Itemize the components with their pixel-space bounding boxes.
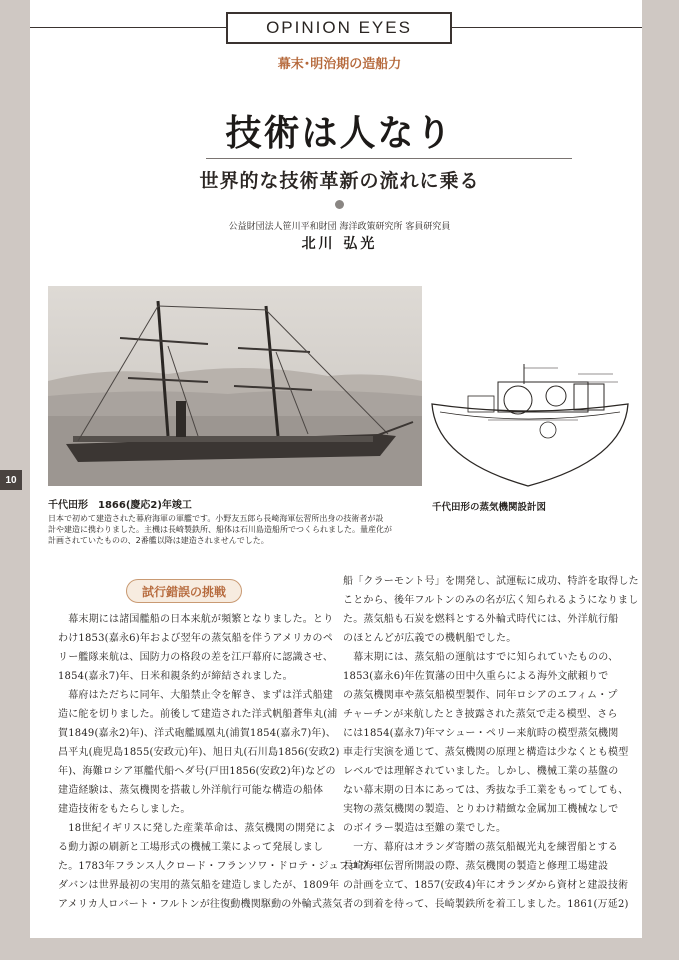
body-line: 長崎海軍伝習所開設の際、蒸気機関の製造と修理工場建設 [343, 861, 609, 872]
ship-photo [48, 286, 422, 486]
body-line: 昌平丸(鹿児島1855(安政元)年)、旭日丸(石川島1856(安政2) [58, 747, 340, 758]
series-label-box [226, 12, 452, 44]
divider-dot [335, 200, 344, 209]
body-line: 1854(嘉永7)年、日米和親条約が締結されました。 [58, 671, 293, 682]
body-line: レベルでは理解されていました。しかし、機械工業の基盤の [343, 766, 619, 777]
page-number: 10 [5, 474, 17, 486]
section-heading [126, 579, 242, 603]
ship-illustration [48, 286, 422, 486]
body-line: リー艦隊来航は、国防力の格段の差を江戸幕府に認識させ、 [58, 652, 334, 663]
body-line: わけ1853(嘉永6)年および翌年の蒸気船を伴うアメリカのペ [58, 633, 333, 644]
photo-caption-line: 日本で初めて建造された幕府海軍の軍艦です。小野友五郎ら長崎海軍伝習所出身の技術者が設 [48, 514, 384, 523]
body-line: る動力源の刷新と工場形式の機械工業によって発展しまし [58, 842, 324, 853]
series-label: OPINION EYES [266, 18, 412, 37]
body-line: 建造経験は、蒸気機関を搭載し外洋航行可能な構造の船体 [58, 785, 324, 796]
body-line: の蒸気機関車や蒸気船模型製作、同年ロシアのエフィム・プ [343, 690, 618, 701]
body-line: のボイラー製造は至難の業でした。 [343, 823, 507, 834]
body-line: ダバンは世界最初の実用的蒸気船を建造しましたが、1809年 [58, 880, 340, 891]
body-line: 造に舵を切りました。前後して建造された洋式帆船蒼隼丸(浦 [58, 709, 338, 720]
body-line: 18世紀イギリスに発した産業革命は、蒸気機関の開発によ [58, 823, 337, 834]
body-line: チャーチンが来航したとき披露された蒸気で走る模型、さら [343, 709, 618, 720]
section-heading-text: 試行錯誤の挑戦 [141, 584, 226, 599]
body-line: の計画を立て、1857(安政4)年にオランダから資材と建設技術 [343, 880, 629, 891]
photo-caption-title: 千代田形 1866(慶応2)年竣工 [48, 500, 192, 511]
body-line: 賀1849(嘉永2)年)、洋式砲艦鳳凰丸(浦賀1854(嘉永7)年)、 [58, 728, 336, 739]
body-line: 実物の蒸気機関の製造、とりわけ精緻な金属加工機械なしで [343, 804, 619, 815]
author-affiliation: 公益財団法人笹川平和財団 海洋政策研究所 客員研究員 [228, 222, 451, 232]
body-line: ない幕末期の日本にあっては、秀抜な手工業をもってしても、 [343, 785, 629, 796]
body-column-left [58, 610, 380, 914]
body-line: た。1783年フランス人クロード・フランソワ・ドロテ・ジュフロワ・ [58, 861, 380, 872]
body-line: 一方、幕府はオランダ寄贈の蒸気船観光丸を練習船とする [343, 842, 618, 853]
article-subtitle: 世界的な技術革新の流れに乗る [199, 170, 480, 192]
header-rule-right [452, 27, 642, 28]
body-line: 幕末期には諸国艦船の日本来航が頻繁となりました。とり [58, 614, 334, 625]
body-column-right [343, 572, 639, 914]
body-line: 建造技術をもたらしました。 [58, 804, 191, 815]
page-number-tab [0, 470, 22, 490]
body-line: 年)、海難ロシア軍艦代船ヘダ号(戸田1856(安政2)年)などの [58, 766, 336, 777]
engine-drawing [428, 360, 632, 490]
body-line: 幕府はただちに同年、大船禁止令を解き、まずは洋式船建 [58, 690, 333, 701]
kicker: 幕末･明治期の造船力 [277, 57, 402, 72]
body-line: 船「クラーモント号」を開発し、試運転に成功、特許を取得した [343, 576, 639, 587]
body-line: アメリカ人ロバート・フルトンが往復動機関駆動の外輪式蒸気 [58, 899, 343, 910]
body-line: ことから、後年フルトンのみの名が広く知られるようになりまし [343, 595, 639, 606]
body-line: た。蒸気船も石炭を燃料とする外輪式時代には、外洋航行船 [343, 614, 619, 625]
author-name: 北川 弘光 [301, 236, 378, 252]
body-line: 1853(嘉永6)年佐賀藩の田中久重らによる海外文献頼りで [343, 671, 609, 682]
engine-diagram [428, 360, 632, 490]
body-line: 車走行実演を通じて、蒸気機関の原理と構造は少なくとも模型 [343, 747, 629, 758]
article-title: 技術は人なり [225, 112, 454, 154]
body-line: 者の到着を待って、長崎製鉄所を着工しました。1861(万延2) [343, 899, 629, 910]
body-line: 幕末期には、蒸気船の運航はすでに知られていたものの、 [343, 652, 619, 663]
header-rule-left [30, 27, 226, 28]
body-line: には1854(嘉永7)年マシュー・ペリー来航時の模型蒸気機関 [343, 728, 619, 739]
diagram-caption: 千代田形の蒸気機関設計図 [432, 502, 547, 513]
body-line: のほとんどが広義での機帆船でした。 [343, 633, 517, 644]
title-rule [206, 158, 572, 159]
photo-caption-line: 計や建造に携わりました。主機は長崎製鉄所、船体は石川島造船所でつくられました。量産化が [48, 525, 392, 534]
photo-caption [48, 496, 428, 546]
photo-caption-line: 計画されていたものの、2番艦以降は建造されませんでした。 [48, 536, 269, 545]
